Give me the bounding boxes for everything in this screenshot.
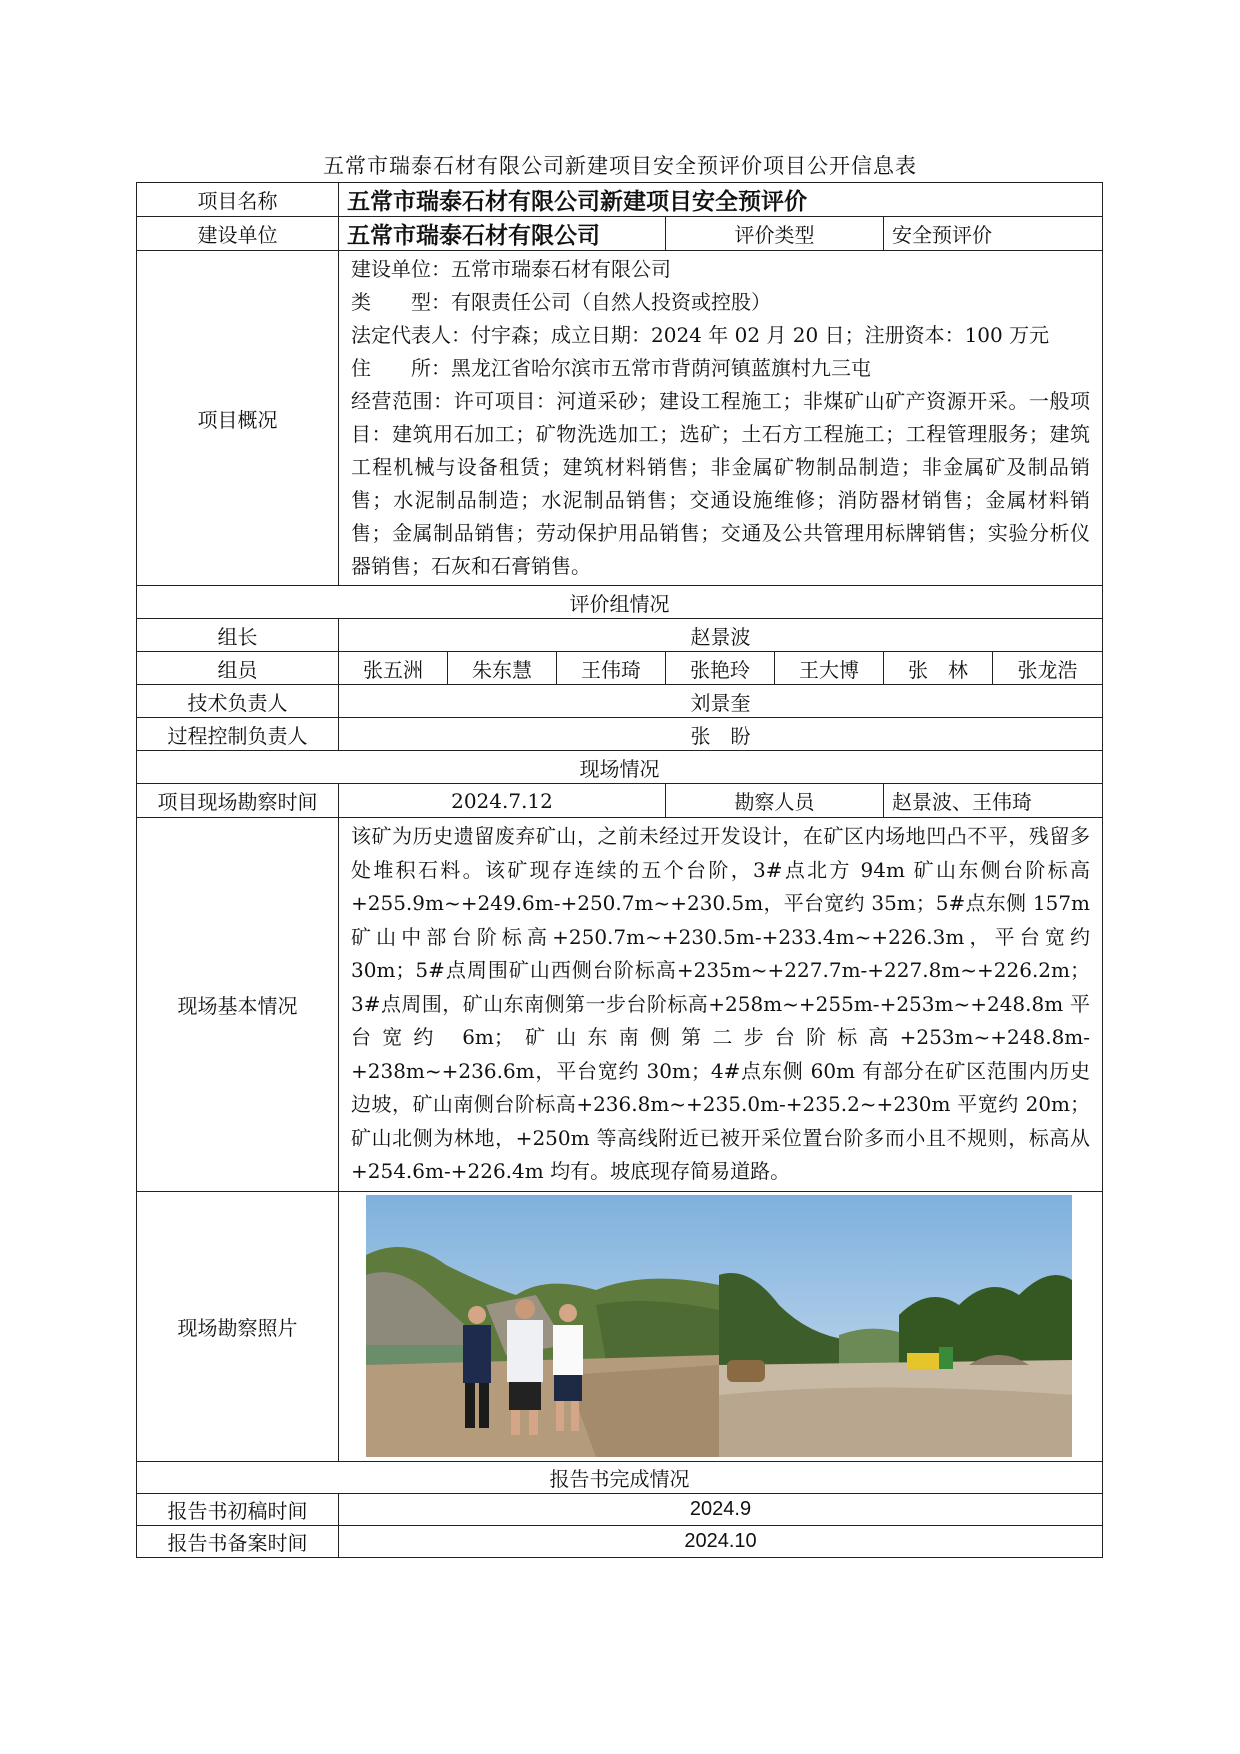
evaluation-type-label: 评价类型 [666,217,884,251]
row-process-lead [137,718,1103,751]
evaluation-type-value: 安全预评价 [884,217,1103,251]
report-record-label: 报告书备案时间 [137,1525,339,1557]
row-team-section [137,586,1103,619]
photo-strip [366,1195,1102,1457]
survey-staff-label: 勘察人员 [666,784,884,818]
member-cell: 王伟琦 [557,652,666,685]
survey-time-label: 项目现场勘察时间 [137,784,339,818]
row-report-section [137,1461,1103,1493]
process-lead-value: 张 盼 [339,718,1103,751]
report-draft-label: 报告书初稿时间 [137,1493,339,1525]
report-draft-value: 2024.9 [339,1493,1103,1525]
row-report-draft [137,1493,1103,1525]
site-basic-text: 该矿为历史遗留废弃矿山，之前未经过开发设计，在矿区内场地凹凸不平，残留多处堆积石料。该矿现存连续的五个台阶，3#点北方 94m 矿山东侧台阶标高+255.9m~+249.6m-+250.7m~+230.5m，平台宽约 35m；5#点东侧 157m 矿山中部台阶标高+250.7m~+230.5m-+233.4m~+226.3m，平台宽约 30m；5#点周围矿山西侧台阶标高+235m~+227.7m-+227.8m~+226.2m；3#点周围，矿山东南侧第一步台阶标高+258m~+255m-+253m~+248.8m 平台宽约 6m；矿山东南侧第二步台阶标高+253m~+248.8m-+238m~+236.6m，平台宽约 30m；4#点东侧 60m 有部分在矿区范围内历史边坡，矿山南侧台阶标高+236.8m~+235.0m-+235.2~+230m 平宽约 20m；矿山北侧为林地，+250m 等高线附近已被开采位置台阶多而小且不规则，标高从+254.6m-+226.4m 均有。坡底现存简易道路。 [339,818,1103,1192]
team-section-header: 评价组情况 [137,586,1103,619]
member-cell: 王大博 [775,652,884,685]
overview-line: 建设单位：五常市瑞泰石材有限公司 [351,257,671,281]
leader-label: 组长 [137,619,339,652]
member-cell: 朱东慧 [448,652,557,685]
overview-line: 住 所：黑龙江省哈尔滨市五常市背荫河镇蓝旗村九三屯 [351,356,871,380]
document-title: 五常市瑞泰石材有限公司新建项目安全预评价项目公开信息表 [323,154,917,178]
row-construction-unit [137,217,1103,251]
site-photos-cell [339,1191,1103,1461]
site-photo-quarry [719,1195,1072,1457]
project-name-label: 项目名称 [137,183,339,217]
members-label: 组员 [137,652,339,685]
site-basic-label: 现场基本情况 [137,818,339,1192]
row-team-leader [137,619,1103,652]
overview-line: 法定代表人：付宇森；成立日期：2024 年 02 月 20 日；注册资本：100 万元 [351,323,1050,347]
construction-unit-label: 建设单位 [137,217,339,251]
overview-label: 项目概况 [137,251,339,586]
construction-unit-value: 五常市瑞泰石材有限公司 [339,217,666,251]
row-team-members [137,652,1103,685]
member-cell: 张龙浩 [993,652,1103,685]
report-record-value: 2024.10 [339,1525,1103,1557]
process-lead-label: 过程控制负责人 [137,718,339,751]
row-survey-time [137,784,1103,818]
site-photo-people [366,1195,719,1457]
row-project-name [137,183,1103,217]
row-overview [137,251,1103,586]
row-site-photos [137,1191,1103,1461]
member-cell: 张五洲 [339,652,448,685]
report-section-header: 报告书完成情况 [137,1461,1103,1493]
tech-lead-label: 技术负责人 [137,685,339,718]
survey-staff-value: 赵景波、王伟琦 [884,784,1103,818]
tech-lead-value: 刘景奎 [339,685,1103,718]
member-cell: 张 林 [884,652,993,685]
member-cell: 张艳玲 [666,652,775,685]
site-photos-label: 现场勘察照片 [137,1191,339,1461]
row-site-section [137,751,1103,784]
overview-content [339,251,1103,586]
leader-value: 赵景波 [339,619,1103,652]
site-section-header: 现场情况 [137,751,1103,784]
row-tech-lead [137,685,1103,718]
overview-line: 类 型：有限责任公司（自然人投资或控股） [351,290,771,314]
survey-time-value: 2024.7.12 [339,784,666,818]
row-site-basic [137,818,1103,1192]
business-scope: 经营范围：许可项目：河道采砂；建设工程施工；非煤矿山矿产资源开采。一般项目：建筑用石加工；矿物洗选加工；选矿；土石方工程施工；工程管理服务；建筑工程机械与设备租赁；建筑材料销售；非金属矿物制品制造；非金属矿及制品销售；水泥制品制造；水泥制品销售；交通设施维修；消防器材销售；金属材料销售；金属制品销售；劳动保护用品销售；交通及公共管理用标牌销售；实验分析仪器销售；石灰和石膏销售。 [351,389,1091,578]
row-report-record [137,1525,1103,1557]
info-table [136,182,1103,1558]
project-name-value: 五常市瑞泰石材有限公司新建项目安全预评价 [339,183,1103,217]
